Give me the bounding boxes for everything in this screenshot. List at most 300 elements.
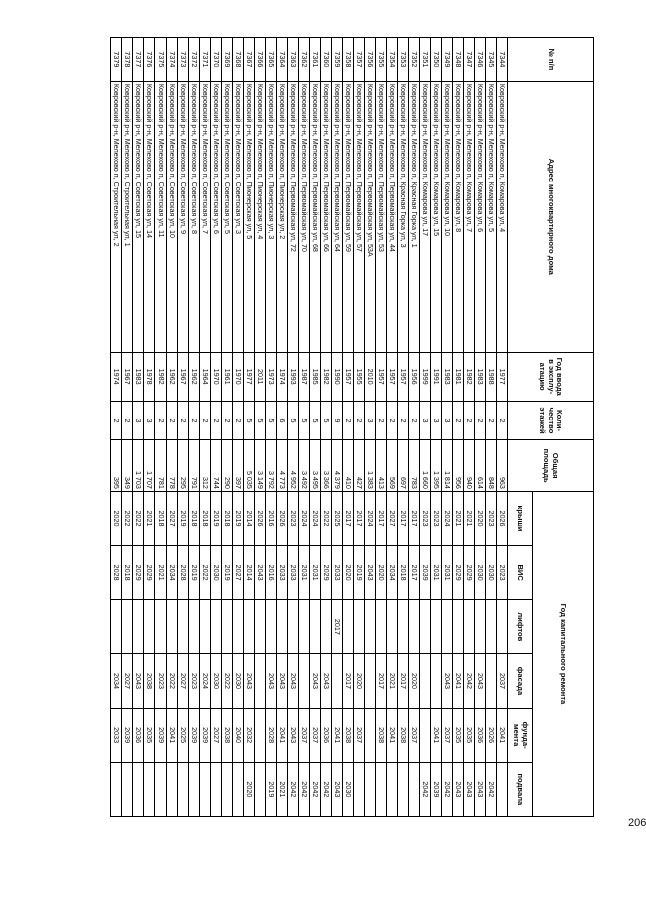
cell-area: 397 (232, 440, 243, 492)
header-elevators: лифтов (508, 600, 533, 654)
cell-id: 7355 (375, 38, 386, 82)
cell-facade (254, 654, 265, 708)
cell-address: Ковровский р-н, Мелехово п, Комарова ул, 6 (474, 81, 485, 352)
cell-id: 7344 (496, 38, 507, 82)
cell-area: 4 773 (276, 440, 287, 492)
cell-roof: 2022 (133, 491, 144, 545)
cell-id: 7350 (430, 38, 441, 82)
cell-basement: 2042 (441, 762, 452, 816)
table-row (430, 38, 441, 817)
header-address: Адрес многоквартирного дома (508, 81, 594, 352)
table-row (364, 38, 375, 817)
cell-floors: 3 (133, 401, 144, 440)
cell-area: 290 (221, 440, 232, 492)
table-row (144, 38, 155, 817)
cell-foundation: 2039 (122, 708, 133, 762)
cell-facade: 2022 (166, 654, 177, 708)
cell-elevators (210, 600, 221, 654)
cell-id: 7367 (243, 38, 254, 82)
cell-vis: 2018 (122, 546, 133, 600)
cell-facade: 2043 (474, 654, 485, 708)
cell-address: Ковровский р-н, Мелехово п, Первомайская ул, 70 (298, 81, 309, 352)
cell-year-built: 1957 (386, 352, 397, 401)
cell-roof: 2027 (166, 491, 177, 545)
cell-facade: 2021 (386, 654, 397, 708)
cell-area: 697 (397, 440, 408, 492)
cell-year-built: 1955 (353, 352, 364, 401)
cell-id: 7349 (441, 38, 452, 82)
cell-year-built: 1982 (155, 352, 166, 401)
cell-foundation: 2028 (265, 708, 276, 762)
cell-floors: 3 (419, 401, 430, 440)
cell-area: 3 495 (309, 440, 320, 492)
table-row (177, 38, 188, 817)
cell-area: 1 383 (364, 440, 375, 492)
table-row (441, 38, 452, 817)
cell-id: 7373 (177, 38, 188, 82)
cell-facade: 2043 (441, 654, 452, 708)
table-row (342, 38, 353, 817)
cell-vis: 2023 (496, 546, 507, 600)
cell-facade: 2041 (452, 654, 463, 708)
cell-elevators (298, 600, 309, 654)
table-row (232, 38, 243, 817)
cell-basement: 2042 (287, 762, 298, 816)
cell-address: Ковровский р-н, Мелехово п, Красная Горка ул, 1 (408, 81, 419, 352)
cell-foundation: 2037 (441, 708, 452, 762)
cell-address: Ковровский р-н, Мелехово п, Пионерская ул, 4 (254, 81, 265, 352)
cell-roof: 2024 (441, 491, 452, 545)
cell-floors: 5 (320, 401, 331, 440)
cell-vis: 2033 (287, 546, 298, 600)
cell-address: Ковровский р-н, Мелехово п, Первомайская ул, 53 (375, 81, 386, 352)
cell-year-built: 1977 (496, 352, 507, 401)
cell-floors: 5 (287, 401, 298, 440)
cell-facade: 2030 (232, 654, 243, 708)
cell-address: Ковровский р-н, Мелехово п, Пионерская ул, 2 (276, 81, 287, 352)
cell-vis: 2017 (408, 546, 419, 600)
cell-vis: 2027 (232, 546, 243, 600)
cell-foundation: 2036 (133, 708, 144, 762)
cell-year-built: 1982 (320, 352, 331, 401)
cell-basement: 2043 (474, 762, 485, 816)
cell-year-built: 1983 (133, 352, 144, 401)
cell-roof: 2026 (276, 491, 287, 545)
cell-basement (232, 762, 243, 816)
cell-id: 7352 (408, 38, 419, 82)
cell-address: Ковровский р-н, Мелехово п, Комарова ул, 15 (430, 81, 441, 352)
cell-area: 569 (386, 440, 397, 492)
cell-year-built: 1967 (122, 352, 133, 401)
header-floors: Коли-чество этажей (508, 401, 594, 440)
table-row (320, 38, 331, 817)
cell-year-built: 1981 (452, 352, 463, 401)
cell-address: Ковровский р-н, Мелехово п, Первомайская ул, 64 (331, 81, 342, 352)
cell-foundation (364, 708, 375, 762)
cell-basement (111, 762, 122, 816)
cell-id: 7348 (452, 38, 463, 82)
cell-foundation: 2035 (144, 708, 155, 762)
cell-floors: 2 (463, 401, 474, 440)
cell-address: Ковровский р-н, Мелехово п, Первомайская ул, 57 (353, 81, 364, 352)
cell-elevators (364, 600, 375, 654)
cell-elevators (133, 600, 144, 654)
cell-foundation: 2027 (210, 708, 221, 762)
cell-roof: 2023 (287, 491, 298, 545)
cell-basement: 2042 (419, 762, 430, 816)
table-row (111, 38, 122, 817)
table-row (166, 38, 177, 817)
document-sheet (110, 37, 646, 829)
cell-year-built: 1987 (298, 352, 309, 401)
cell-basement (122, 762, 133, 816)
cell-year-built: 1977 (243, 352, 254, 401)
cell-floors: 2 (452, 401, 463, 440)
cell-id: 7353 (397, 38, 408, 82)
cell-floors: 2 (111, 401, 122, 440)
cell-address: Ковровский р-н, Мелехово п, Советская ул, 11 (155, 81, 166, 352)
cell-elevators (419, 600, 430, 654)
cell-foundation: 2032 (243, 708, 254, 762)
cell-foundation: 2036 (320, 708, 331, 762)
table-row (386, 38, 397, 817)
cell-floors: 5 (265, 401, 276, 440)
cell-vis: 2034 (386, 546, 397, 600)
cell-year-built: 1957 (342, 352, 353, 401)
cell-foundation: 2038 (375, 708, 386, 762)
cell-address: Ковровский р-н, Мелехово п, Первомайская ул, 53А (364, 81, 375, 352)
cell-facade (331, 654, 342, 708)
cell-basement: 2030 (342, 762, 353, 816)
table-row (485, 38, 496, 817)
cell-facade (419, 654, 430, 708)
cell-foundation: 2043 (287, 708, 298, 762)
cell-vis: 2031 (298, 546, 309, 600)
cell-foundation: 2035 (452, 708, 463, 762)
cell-address: Ковровский р-н, Мелехово п, Комарова ул, 4 (496, 81, 507, 352)
cell-facade: 2017 (342, 654, 353, 708)
cell-foundation: 2041 (331, 708, 342, 762)
cell-facade: 2034 (111, 654, 122, 708)
cell-vis: 2014 (243, 546, 254, 600)
cell-roof: 2017 (375, 491, 386, 545)
cell-floors: 2 (386, 401, 397, 440)
cell-vis: 2031 (441, 546, 452, 600)
cell-facade (298, 654, 309, 708)
cell-vis: 2030 (474, 546, 485, 600)
cell-area: 778 (166, 440, 177, 492)
header-vis: ВИС (508, 546, 533, 600)
cell-year-built: 1999 (419, 352, 430, 401)
cell-basement: 2021 (276, 762, 287, 816)
cell-id: 7376 (144, 38, 155, 82)
cell-vis: 2020 (375, 546, 386, 600)
cell-area: 295 (177, 440, 188, 492)
cell-basement: 2042 (309, 762, 320, 816)
cell-elevators (265, 600, 276, 654)
cell-vis: 2022 (199, 546, 210, 600)
table-row (474, 38, 485, 817)
cell-year-built: 1970 (210, 352, 221, 401)
cell-elevators (342, 600, 353, 654)
cell-address: Ковровский р-н, Мелехово п, Строительная ул, 1 (122, 81, 133, 352)
cell-id: 7347 (463, 38, 474, 82)
cell-foundation: 2036 (474, 708, 485, 762)
cell-year-built: 2010 (364, 352, 375, 401)
cell-facade: 2043 (287, 654, 298, 708)
cell-basement: 2039 (430, 762, 441, 816)
table-row (353, 38, 364, 817)
cell-facade: 2027 (122, 654, 133, 708)
cell-foundation: 2041 (430, 708, 441, 762)
cell-vis: 2034 (166, 546, 177, 600)
header-year-built: Год ввода в эксплу-атацию (508, 352, 594, 401)
cell-elevators (452, 600, 463, 654)
table-row (122, 38, 133, 817)
cell-roof: 2020 (111, 491, 122, 545)
cell-roof: 2021 (463, 491, 474, 545)
cell-elevators (276, 600, 287, 654)
cell-area: 1 703 (133, 440, 144, 492)
cell-floors: 3 (364, 401, 375, 440)
cell-vis: 2031 (430, 546, 441, 600)
cell-roof: 2025 (331, 491, 342, 545)
cell-basement (199, 762, 210, 816)
cell-vis: 2029 (320, 546, 331, 600)
cell-roof: 2017 (397, 491, 408, 545)
cell-facade: 2017 (397, 654, 408, 708)
cell-area: 1 814 (441, 440, 452, 492)
cell-basement: 2019 (265, 762, 276, 816)
cell-facade: 2020 (353, 654, 364, 708)
cell-roof: 2022 (320, 491, 331, 545)
cell-id: 7363 (287, 38, 298, 82)
cell-roof: 2026 (254, 491, 265, 545)
cell-elevators (309, 600, 320, 654)
cell-address: Ковровский р-н, Мелехово п, Советская ул, 8 (188, 81, 199, 352)
cell-roof: 2020 (474, 491, 485, 545)
cell-foundation: 2037 (298, 708, 309, 762)
cell-id: 7378 (122, 38, 133, 82)
table-row (188, 38, 199, 817)
cell-id: 7365 (265, 38, 276, 82)
cell-elevators (441, 600, 452, 654)
cell-facade: 2043 (276, 654, 287, 708)
cell-area: 312 (199, 440, 210, 492)
header-repair-group: Год капитального ремонта (533, 491, 594, 816)
cell-floors: 9 (331, 401, 342, 440)
cell-area: 3 492 (298, 440, 309, 492)
header-area: Общая площадь (508, 440, 594, 492)
header-foundation: фунда-мента (508, 708, 533, 762)
table-row (221, 38, 232, 817)
cell-basement (353, 762, 364, 816)
cell-id: 7357 (353, 38, 364, 82)
table-row (254, 38, 265, 817)
cell-elevators (111, 600, 122, 654)
cell-year-built: 1985 (309, 352, 320, 401)
cell-vis: 2030 (210, 546, 221, 600)
cell-address: Ковровский р-н, Мелехово п, Строительная ул, 2 (111, 81, 122, 352)
cell-facade: 2030 (210, 654, 221, 708)
cell-id: 7345 (485, 38, 496, 82)
cell-elevators (496, 600, 507, 654)
cell-basement (144, 762, 155, 816)
cell-address: Ковровский р-н, Мелехово п, Советская ул, 5 (221, 81, 232, 352)
cell-address: Ковровский р-н, Мелехово п, Пионерская ул, 3 (265, 81, 276, 352)
cell-facade: 2017 (375, 654, 386, 708)
cell-facade: 2027 (177, 654, 188, 708)
cell-foundation (419, 708, 430, 762)
cell-id: 7370 (210, 38, 221, 82)
cell-vis: 2029 (144, 546, 155, 600)
cell-roof: 2024 (364, 491, 375, 545)
cell-vis: 2031 (309, 546, 320, 600)
cell-vis: 2033 (276, 546, 287, 600)
cell-vis: 2020 (342, 546, 353, 600)
cell-id: 7375 (155, 38, 166, 82)
cell-facade (430, 654, 441, 708)
cell-elevators (243, 600, 254, 654)
cell-vis: 2016 (265, 546, 276, 600)
cell-address: Ковровский р-н, Мелехово п, Первомайская ул, 59 (342, 81, 353, 352)
cell-vis: 2028 (177, 546, 188, 600)
cell-year-built: 2011 (254, 352, 265, 401)
cell-facade: 2043 (320, 654, 331, 708)
header-facade: фасада (508, 654, 533, 708)
cell-vis: 2029 (133, 546, 144, 600)
cell-year-built: 1974 (276, 352, 287, 401)
cell-year-built: 1957 (375, 352, 386, 401)
header-id: № п/п (508, 38, 594, 82)
cell-foundation: 2033 (111, 708, 122, 762)
cell-id: 7379 (111, 38, 122, 82)
cell-address: Ковровский р-н, Мелехово п, Советская ул, 10 (166, 81, 177, 352)
cell-year-built: 1988 (485, 352, 496, 401)
cell-vis: 2028 (111, 546, 122, 600)
cell-area: 956 (452, 440, 463, 492)
cell-roof: 2021 (144, 491, 155, 545)
cell-foundation: 2026 (485, 708, 496, 762)
header-roof: крыши (508, 491, 533, 545)
cell-facade: 2042 (463, 654, 474, 708)
cell-roof: 2018 (155, 491, 166, 545)
cell-roof: 2018 (199, 491, 210, 545)
cell-year-built: 1961 (221, 352, 232, 401)
cell-floors: 5 (298, 401, 309, 440)
cell-facade: 2023 (188, 654, 199, 708)
table-row (243, 38, 254, 817)
cell-elevators (166, 600, 177, 654)
cell-address: Ковровский р-н, Мелехово п, Первомайская ул, 66 (320, 81, 331, 352)
cell-area: 781 (155, 440, 166, 492)
cell-vis: 2019 (188, 546, 199, 600)
cell-address: Ковровский р-н, Мелехово п, Советская ул, 9 (177, 81, 188, 352)
table-row (298, 38, 309, 817)
cell-year-built: 1973 (265, 352, 276, 401)
cell-address: Ковровский р-н, Мелехово п, Комарова ул, 8 (452, 81, 463, 352)
cell-basement (177, 762, 188, 816)
cell-roof: 2023 (485, 491, 496, 545)
cell-id: 7374 (166, 38, 177, 82)
cell-roof: 2023 (419, 491, 430, 545)
cell-id: 7359 (331, 38, 342, 82)
cell-vis: 2019 (353, 546, 364, 600)
cell-address: Ковровский р-н, Мелехово п, Советская ул, 15 (133, 81, 144, 352)
cell-id: 7351 (419, 38, 430, 82)
header-basement: подвала (508, 762, 533, 816)
cell-roof: 2018 (188, 491, 199, 545)
cell-address: Ковровский р-н, Мелехово п, Первомайская ул, 68 (309, 81, 320, 352)
cell-basement (133, 762, 144, 816)
cell-floors: 5 (309, 401, 320, 440)
cell-roof: 2014 (243, 491, 254, 545)
cell-roof: 2021 (452, 491, 463, 545)
cell-floors: 3 (430, 401, 441, 440)
cell-address: Ковровский р-н, Мелехово п, Комарова ул, 17 (419, 81, 430, 352)
cell-area: 4 952 (287, 440, 298, 492)
cell-vis: 2018 (397, 546, 408, 600)
cell-elevators (430, 600, 441, 654)
cell-vis: 2039 (419, 546, 430, 600)
cell-facade: 2022 (221, 654, 232, 708)
cell-area: 614 (474, 440, 485, 492)
cell-area: 410 (342, 440, 353, 492)
cell-id: 7372 (188, 38, 199, 82)
cell-area: 3 366 (320, 440, 331, 492)
table-row (397, 38, 408, 817)
cell-address: Ковровский р-н, Мелехово п, Первомайская ул, 72 (287, 81, 298, 352)
cell-vis: 2029 (452, 546, 463, 600)
cell-area: 3 149 (254, 440, 265, 492)
cell-floors: 5 (243, 401, 254, 440)
cell-id: 7366 (254, 38, 265, 82)
page-number: 206 (628, 817, 646, 829)
cell-address: Ковровский р-н, Мелехово п, Красная Горка ул, 3 (397, 81, 408, 352)
cell-foundation: 2038 (221, 708, 232, 762)
cell-area: 1 660 (419, 440, 430, 492)
cell-foundation: 2039 (199, 708, 210, 762)
cell-id: 7377 (133, 38, 144, 82)
cell-address: Ковровский р-н, Мелехово п, Комарова ул, 5 (485, 81, 496, 352)
cell-basement: 2043 (463, 762, 474, 816)
cell-roof: 2018 (221, 491, 232, 545)
cell-floors: 2 (166, 401, 177, 440)
cell-foundation: 2037 (309, 708, 320, 762)
cell-address: Ковровский р-н, Мелехово п, Комарова ул, 10 (441, 81, 452, 352)
cell-roof: 2019 (232, 491, 243, 545)
cell-year-built: 1970 (232, 352, 243, 401)
cell-elevators (320, 600, 331, 654)
cell-facade: 2043 (243, 654, 254, 708)
table-row (408, 38, 419, 817)
table-row (210, 38, 221, 817)
cell-id: 7368 (232, 38, 243, 82)
cell-basement: 2043 (331, 762, 342, 816)
cell-id: 7361 (309, 38, 320, 82)
table-row (375, 38, 386, 817)
cell-area: 848 (485, 440, 496, 492)
cell-elevators (353, 600, 364, 654)
cell-address: Ковровский р-н, Мелехово п, Советская ул, 3 (232, 81, 243, 352)
cell-address: Ковровский р-н, Мелехово п, Пионерская ул, 5 (243, 81, 254, 352)
cell-elevators (485, 600, 496, 654)
cell-area: 395 (111, 440, 122, 492)
cell-elevators (177, 600, 188, 654)
cell-foundation: 2040 (232, 708, 243, 762)
cell-address: Ковровский р-н, Мелехово п, Первомайская ул, 44 (386, 81, 397, 352)
cell-foundation (254, 708, 265, 762)
